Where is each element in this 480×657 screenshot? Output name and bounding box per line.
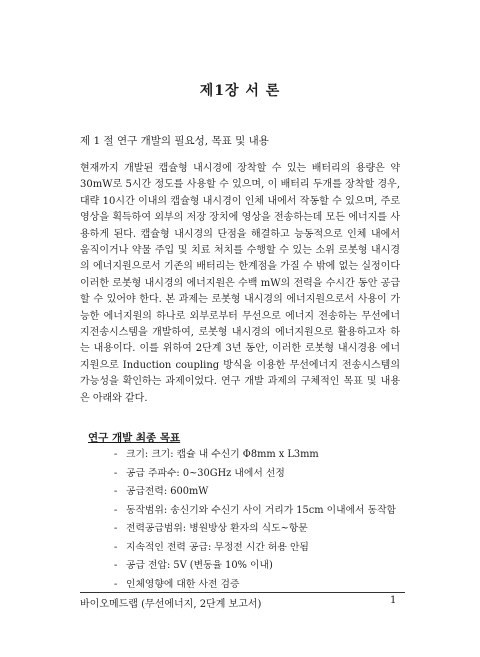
chapter-title: 제1장 서 론 [199, 83, 281, 99]
goal-item [114, 465, 396, 484]
list-dash: - [114, 467, 118, 479]
list-dash: - [114, 504, 118, 516]
goals-heading: 연구 개발 최종 목표 [88, 432, 181, 444]
goal-item [114, 557, 396, 576]
goal-text: 크기: 크기: 캡슐 내 수신기 Φ8mm x L3mm [126, 449, 319, 460]
goal-text: 인체영향에 대한 사전 검증 [126, 578, 240, 590]
goal-text: 전력공급범위: 병원방상 환자의 식도~항문 [126, 523, 308, 534]
goal-text: 공급 주파수: 0~30GHz 내에서 선정 [126, 467, 285, 479]
goal-text: 공급 전압: 5V (변동율 10% 이내) [126, 560, 273, 571]
goal-list [114, 446, 396, 594]
goal-item [114, 446, 396, 465]
goal-text: 동작범위: 송신기와 수신기 사이 거리가 15cm 이내에서 동작함 [126, 504, 397, 516]
body-paragraph: 현재까지 개발된 캡슐형 내시경에 장착할 수 있는 배터리의 용량은 약 30mW로 5시간 정도를 사용할 수 있으며, 이 배터리 두개를 장착할 경우, 대략 10시간 이내의 캡슐형 내시경이 인체 내에서 작동할 수 있으며, 주로 영상을 획득하여 외부의 저장 장치에 영상을 전송하는데 모든 에너지를 사용하게 된다. 캡슐형 내시경의 단점을 해결하고 능동적으로 인체 내에서 움직이거나 약물 주입 및 치료 처치를 수행할 수 있는 소위 로봇형 내시경의 에너지원으로서 기존의 배터리는 한계점을 가질 수 밖에 없는 실정이다 이러한 로봇형 내시경의 에너지원은 수백 mW의 전력을 수시간 동안 공급할 수 있어야 한다. 본 과제는 로봇형 내시경의 에너지원으로서 사용이 가능한 에너지원의 하나로 외부로부터 무선으로 에너지 전송하는 무선에너지전송시스템을 개발하여, 로봇형 내시경의 에너지원으로 활용하고자 하는 내용이다. 이를 위하여 2단계 3년 동안, 이러한 로봇형 내시경용 에너지원으로 Induction coupling 방식을 이용한 무선에너지 전송시스템의 가능성을 확인하는 과제이었다. 연구 개발 과제의 구체적인 목표 및 내용은 아래와 같다. [80, 163, 400, 404]
footer-divider [80, 592, 405, 593]
goal-text: 공급전력: 600mW [126, 486, 209, 497]
goal-text: 지속적인 전력 공급: 무정전 시간 허용 안됨 [126, 541, 309, 553]
list-dash: - [114, 486, 118, 497]
section-heading: 제 1 절 연구 개발의 필요성, 목표 및 내용 [80, 135, 269, 147]
goal-item [114, 520, 396, 539]
list-dash: - [114, 578, 118, 590]
list-dash: - [114, 541, 118, 553]
goal-item [114, 502, 396, 521]
list-dash: - [114, 560, 118, 571]
goal-item [114, 483, 396, 502]
list-dash: - [114, 523, 118, 534]
page-number: 1 [390, 595, 397, 606]
footer-title: 바이오메드랩 (무선에너지, 2단계 보고서) [80, 599, 262, 610]
goal-item [114, 539, 396, 558]
list-dash: - [114, 449, 118, 460]
